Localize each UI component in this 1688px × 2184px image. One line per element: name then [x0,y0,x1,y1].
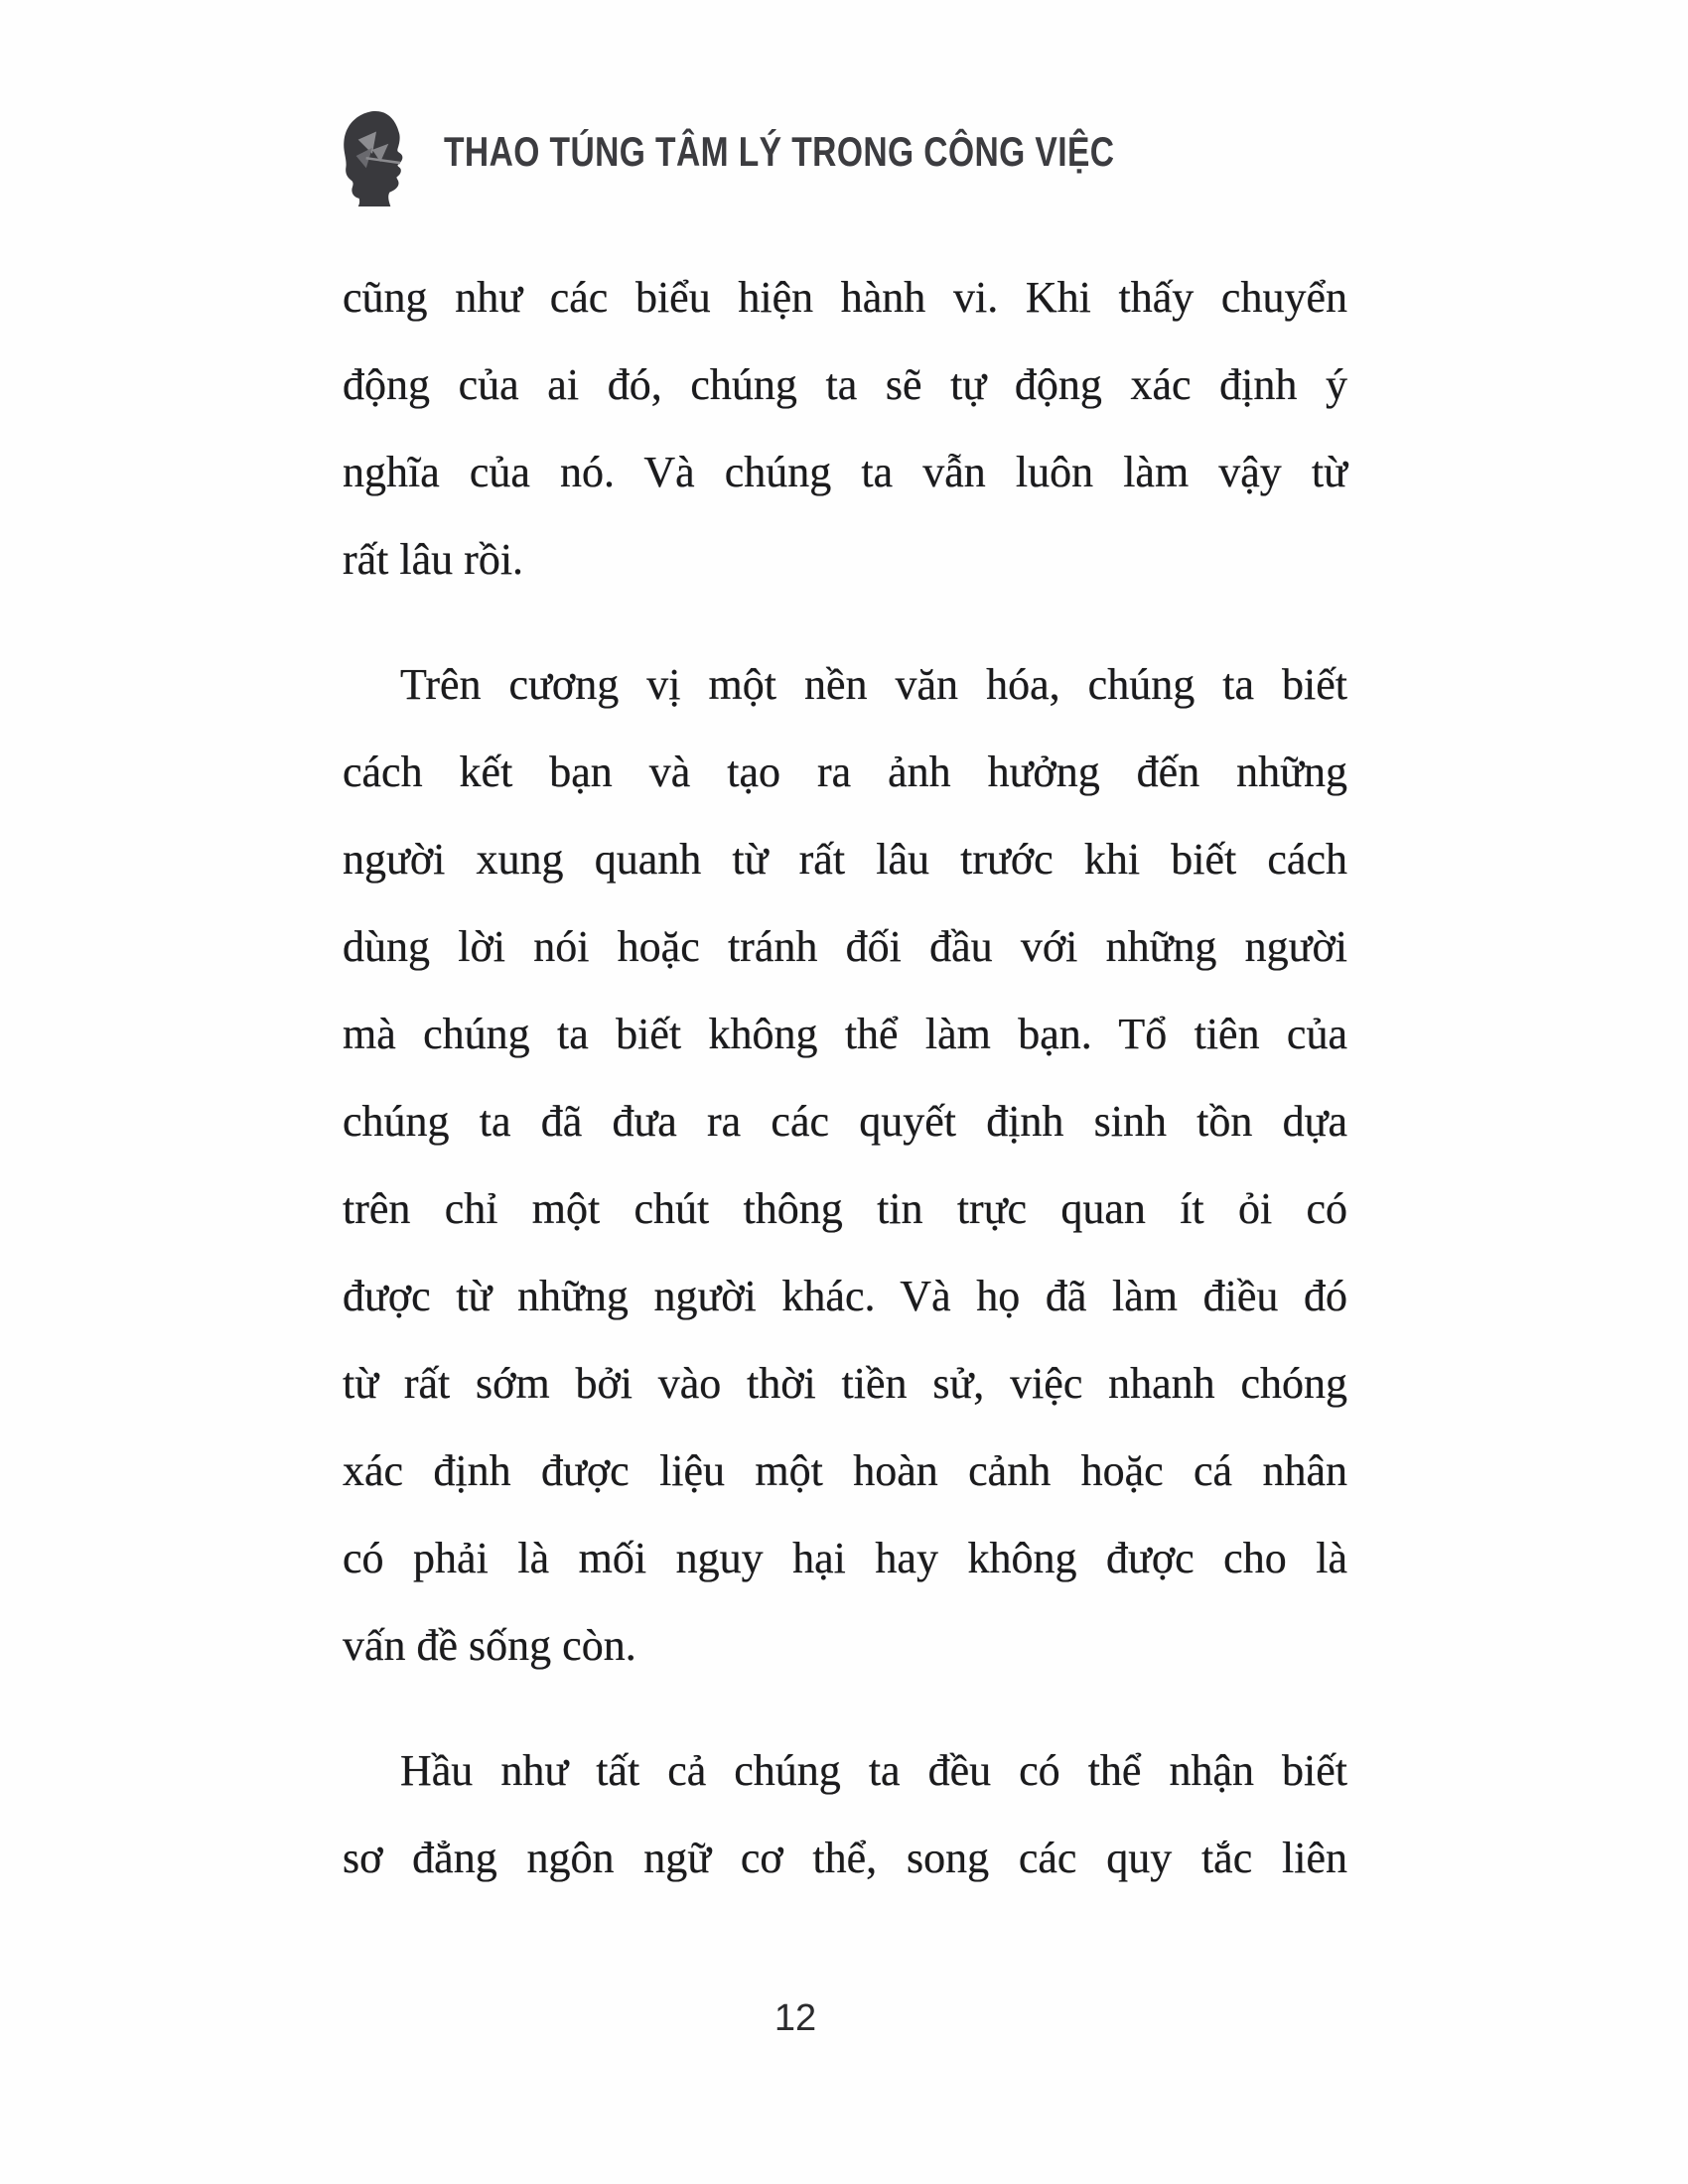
text-line: cách kết bạn và tạo ra ảnh hưởng đến những [343,748,1347,796]
body-text [343,254,1347,1902]
page-header [0,0,1688,228]
text-line: từ rất sớm bởi vào thời tiền sử, việc nhanh chóng [343,1359,1347,1408]
text-line: xác định được liệu một hoàn cảnh hoặc cá nhân [343,1446,1347,1495]
running-title-wrap [444,130,1282,174]
text-line: chúng ta đã đưa ra các quyết định sinh tồn dựa [343,1097,1347,1146]
text-line: dùng lời nói hoặc tránh đối đầu với những người [343,922,1347,971]
paragraph [343,641,1347,1690]
text-line: sơ đẳng ngôn ngữ cơ thể, song các quy tắc liên [343,1834,1347,1882]
text-line: người xung quanh từ rất lâu trước khi biết cách [343,835,1347,884]
text-line: động của ai đó, chúng ta sẽ tự động xác định ý [343,360,1347,409]
head-profile-silhouette-icon [336,109,413,206]
text-line: Hầu như tất cả chúng ta đều có thể nhận biết [400,1746,1347,1795]
paragraph [343,254,1347,604]
text-line: được từ những người khác. Và họ đã làm điều đó [343,1272,1347,1320]
text-line: trên chỉ một chút thông tin trực quan ít ỏi có [343,1184,1347,1233]
text-line: rất lâu rồi. [343,535,524,584]
running-title: THAO TÚNG TÂM LÝ TRONG CÔNG VIỆC [444,128,1115,175]
paragraph [343,1727,1347,1902]
text-line: nghĩa của nó. Và chúng ta vẫn luôn làm vậy từ [343,448,1347,496]
text-line: mà chúng ta biết không thể làm bạn. Tổ tiên của [343,1010,1347,1058]
text-line: có phải là mối nguy hại hay không được cho là [343,1534,1347,1582]
text-line: Trên cương vị một nền văn hóa, chúng ta biết [400,660,1347,709]
page-number: 12 [774,1997,817,2039]
text-line: cũng như các biểu hiện hành vi. Khi thấy chuyển [343,273,1347,322]
text-line: vấn đề sống còn. [343,1621,636,1670]
